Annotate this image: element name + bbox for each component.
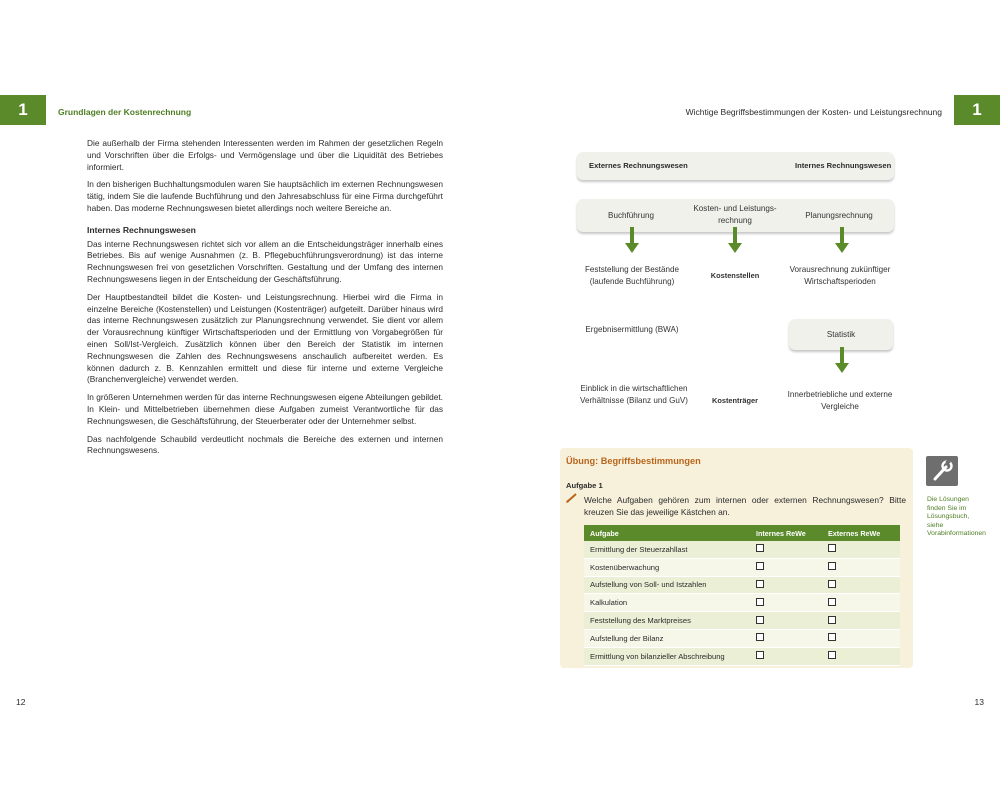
internal-checkbox-cell [750,647,822,665]
page-number-right: 13 [974,697,984,707]
pencil-icon [566,493,578,503]
task-cell: Feststellung des Marktpreises [584,612,750,630]
table-row [584,541,900,558]
external-checkbox-cell [822,594,900,612]
top-bar [577,152,894,180]
internal-checkbox[interactable] [756,651,764,659]
table-row [584,629,900,647]
column-header: Externes ReWe [822,525,900,541]
task-question: Welche Aufgaben gehören zum internen oder externen Rechnungswesen? Bitte kreuzen Sie das jeweilige Kästchen an. [584,495,906,518]
column-header: Aufgabe [584,525,750,541]
task-cell: Ermittlung von bilanzieller Abschreibung [584,647,750,665]
table-row [584,558,900,576]
table-header-row [584,525,900,541]
task-cell: Kostenüberwachung [584,558,750,576]
table-row [584,647,900,665]
paragraph: Die außerhalb der Firma stehenden Interessenten werden im Rahmen der gesetzlichen Regeln und Vorschriften über die Erfolgs- und Vermögenslage und über die Liquidität des Betriebes informiert. [87,138,443,172]
internal-label: Internes Rechnungswesen [795,161,892,170]
external-checkbox-cell [822,541,900,558]
table-row [584,594,900,612]
internal-checkbox-cell [750,558,822,576]
external-checkbox[interactable] [828,580,836,588]
external-checkbox[interactable] [828,562,836,570]
section-heading: Internes Rechnungswesen [87,224,196,235]
task-cell: Aufstellung der Bilanz [584,629,750,647]
internal-checkbox-cell [750,576,822,594]
diagram-cell: Einblick in die wirtschaftlichen Verhältnisse (Bilanz und GuV) [580,384,688,405]
page-number-left: 12 [16,697,26,707]
external-checkbox[interactable] [828,544,836,552]
paragraph: In größeren Unternehmen werden für das interne Rechnungswesen eigene Abteilungen gebildet. In Klein- und Mittelbetrieben übernehmen diese Aufgaben zumeist Verantwortliche für das Rechnungswesen, die Geschäftsführung, der Steuerberater oder der Unternehmer selbst. [87,392,443,426]
wrench-icon-box [926,456,958,486]
task-cell: Kalkulation [584,594,750,612]
chapter-number-right: 1 [954,95,1000,125]
external-checkbox-cell [822,629,900,647]
col-planung: Planungsrechnung [805,211,873,220]
solution-hint: Die Lösungen finden Sie im Lösungsbuch, siehe Vorabinformationen [927,496,986,538]
external-checkbox[interactable] [828,633,836,641]
exercise-title: Übung: Begriffsbestimmungen [566,456,701,466]
running-head-right: Wichtige Begriffsbestimmungen der Kosten- und Leistungsrechnung [685,107,942,117]
table-row [584,612,900,630]
wrench-icon [926,456,958,486]
paragraph: Das interne Rechnungswesen richtet sich vor allem an die Entscheidungsträger innerhalb eines Betriebes. Bis auf wenige Ausnahmen (z. B. Pflegebuchführungsverordnung) ist das interne Rechnungswesen frei von gesetzlichen Vorschriften. Gestaltung und der Umfang des internen Rechnungswesens liegen in der Entscheidung der Geschäftsführung. [87,238,443,284]
task-table [584,525,900,666]
diagram-cell: Feststellung der Bestände (laufende Buchführung) [584,265,680,286]
internal-checkbox[interactable] [756,598,764,606]
diagram-cell: Innerbetriebliche und externe Vergleiche [787,390,893,411]
external-checkbox-cell [822,647,900,665]
external-checkbox[interactable] [828,616,836,624]
paragraph: Der Hauptbestandteil bildet die Kosten- und Leistungsrechnung. Hierbei wird die Firma in einzelne Bereiche (Kostenstellen) und Leistungen (Kostenträger) aufgeteilt. Darüber hinaus wird das interne Rechnungswesen zusätzlich zur Planungsrechnung verwendet. Sie dient vor allem der Vorausrechnung künftiger Wirtschaftsperioden und der Ermittlung von Vorgabegrößen für einen Soll/Ist-Vergleich. Zusätzlich können über den Bereich der Statistik im internen Rechnungswesen die Zahlen des Rechnungswesens anschaulich aufbereitet werden. Es können dadurch z. B. Kennzahlen ermittelt und diese für interne und externe Vergleiche (Branchenvergleiche) verwendet werden. [87,291,443,385]
external-checkbox[interactable] [828,651,836,659]
external-label: Externes Rechnungswesen [589,161,688,170]
chapter-number-left: 1 [0,95,46,125]
internal-checkbox[interactable] [756,544,764,552]
paragraph: In den bisherigen Buchhaltungsmodulen waren Sie hauptsächlich im externen Rechnungswesen tätig, indem Sie die laufende Buchführung und den Jahresabschluss für eine Firma durchgeführt haben. Das moderne Rechnungswesen bietet allerdings noch weitere Bereiche an. [87,179,443,213]
internal-checkbox[interactable] [756,633,764,641]
running-head-left: Grundlagen der Kostenrechnung [58,107,192,117]
internal-checkbox-cell [750,612,822,630]
diagram-cell: Kostenstellen [710,271,760,280]
internal-checkbox-cell [750,629,822,647]
internal-checkbox[interactable] [756,616,764,624]
col-klr: Kosten- und Leistungs-rechnung [693,204,777,225]
external-checkbox-cell [822,612,900,630]
task-cell: Aufstellung von Soll- und Istzahlen [584,576,750,594]
table-row [584,576,900,594]
column-header: Internes ReWe [750,525,822,541]
external-checkbox[interactable] [828,598,836,606]
left-body-text [87,138,443,463]
exercise-box [560,448,913,668]
col-buchfuehrung: Buchführung [608,211,654,220]
internal-checkbox[interactable] [756,580,764,588]
diagram-cell: Vorausrechnung zukünftiger Wirtschaftsperioden [789,265,891,286]
task-label: Aufgabe 1 [566,481,603,490]
external-checkbox-cell [822,558,900,576]
internal-checkbox-cell [750,541,822,558]
diagram-cell: Statistik [826,330,856,339]
diagram-cell: Kostenträger [712,396,758,405]
internal-checkbox-cell [750,594,822,612]
task-cell: Ermittlung der Steuerzahllast [584,541,750,558]
external-checkbox-cell [822,576,900,594]
diagram-cell: Ergebnisermittlung (BWA) [585,325,679,334]
internal-checkbox[interactable] [756,562,764,570]
statistik-box [789,319,893,350]
paragraph: Das nachfolgende Schaubild verdeutlicht nochmals die Bereiche des externen und internen Rechnungswesens. [87,433,443,456]
